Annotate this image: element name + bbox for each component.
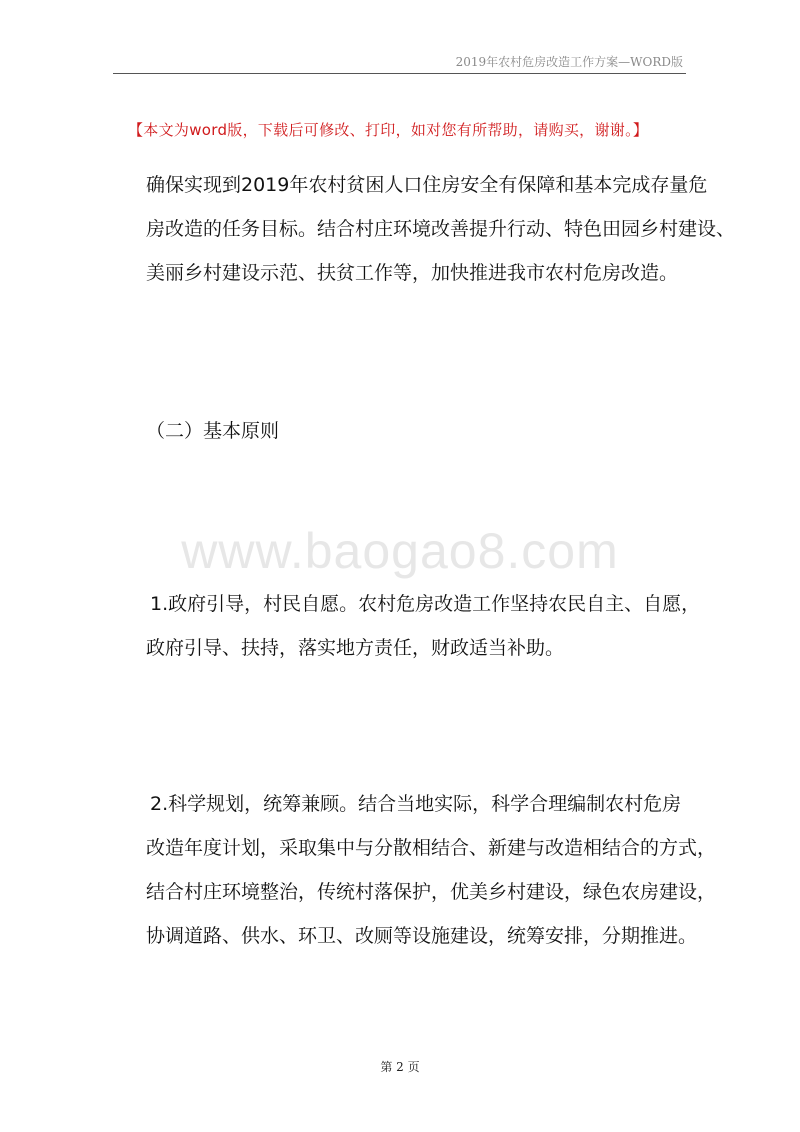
running-header: 2019年农村危房改造工作方案—WORD版 bbox=[455, 55, 683, 69]
paragraph-line: 1.政府引导，村民自愿。农村危房改造工作坚持农民自主、自愿， bbox=[150, 593, 701, 615]
purchase-notice: 【本文为word版，下载后可修改、打印，如对您有所帮助，请购买，谢谢。】 bbox=[128, 121, 649, 139]
header-divider bbox=[113, 73, 686, 74]
page-number: 第 2 页 bbox=[380, 1060, 420, 1074]
section-heading: （二）基本原则 bbox=[146, 420, 280, 442]
paragraph-line: 确保实现到2019年农村贫困人口住房安全有保障和基本完成存量危 bbox=[146, 174, 708, 196]
paragraph-principle-2 bbox=[146, 782, 717, 958]
paragraph-line: 改造年度计划，采取集中与分散相结合、新建与改造相结合的方式， bbox=[146, 837, 717, 859]
paragraph-line: 政府引导、扶持，落实地方责任，财政适当补助。 bbox=[146, 637, 565, 659]
watermark: www.baogao8.com bbox=[181, 523, 619, 579]
paragraph-line: 结合村庄环境整治，传统村落保护，优美乡村建设，绿色农房建设， bbox=[146, 881, 717, 903]
paragraph-line: 房改造的任务目标。结合村庄环境改善提升行动、特色田园乡村建设、 bbox=[146, 218, 736, 240]
paragraph-line: 2.科学规划，统筹兼顾。结合当地实际，科学合理编制农村危房 bbox=[150, 793, 682, 815]
paragraph-line: 协调道路、供水、环卫、改厕等设施建设，统筹安排，分期推进。 bbox=[146, 925, 698, 947]
paragraph-principle-1 bbox=[146, 582, 701, 670]
paragraph-line: 美丽乡村建设示范、扶贫工作等，加快推进我市农村危房改造。 bbox=[146, 262, 679, 284]
paragraph-goal bbox=[146, 163, 736, 295]
